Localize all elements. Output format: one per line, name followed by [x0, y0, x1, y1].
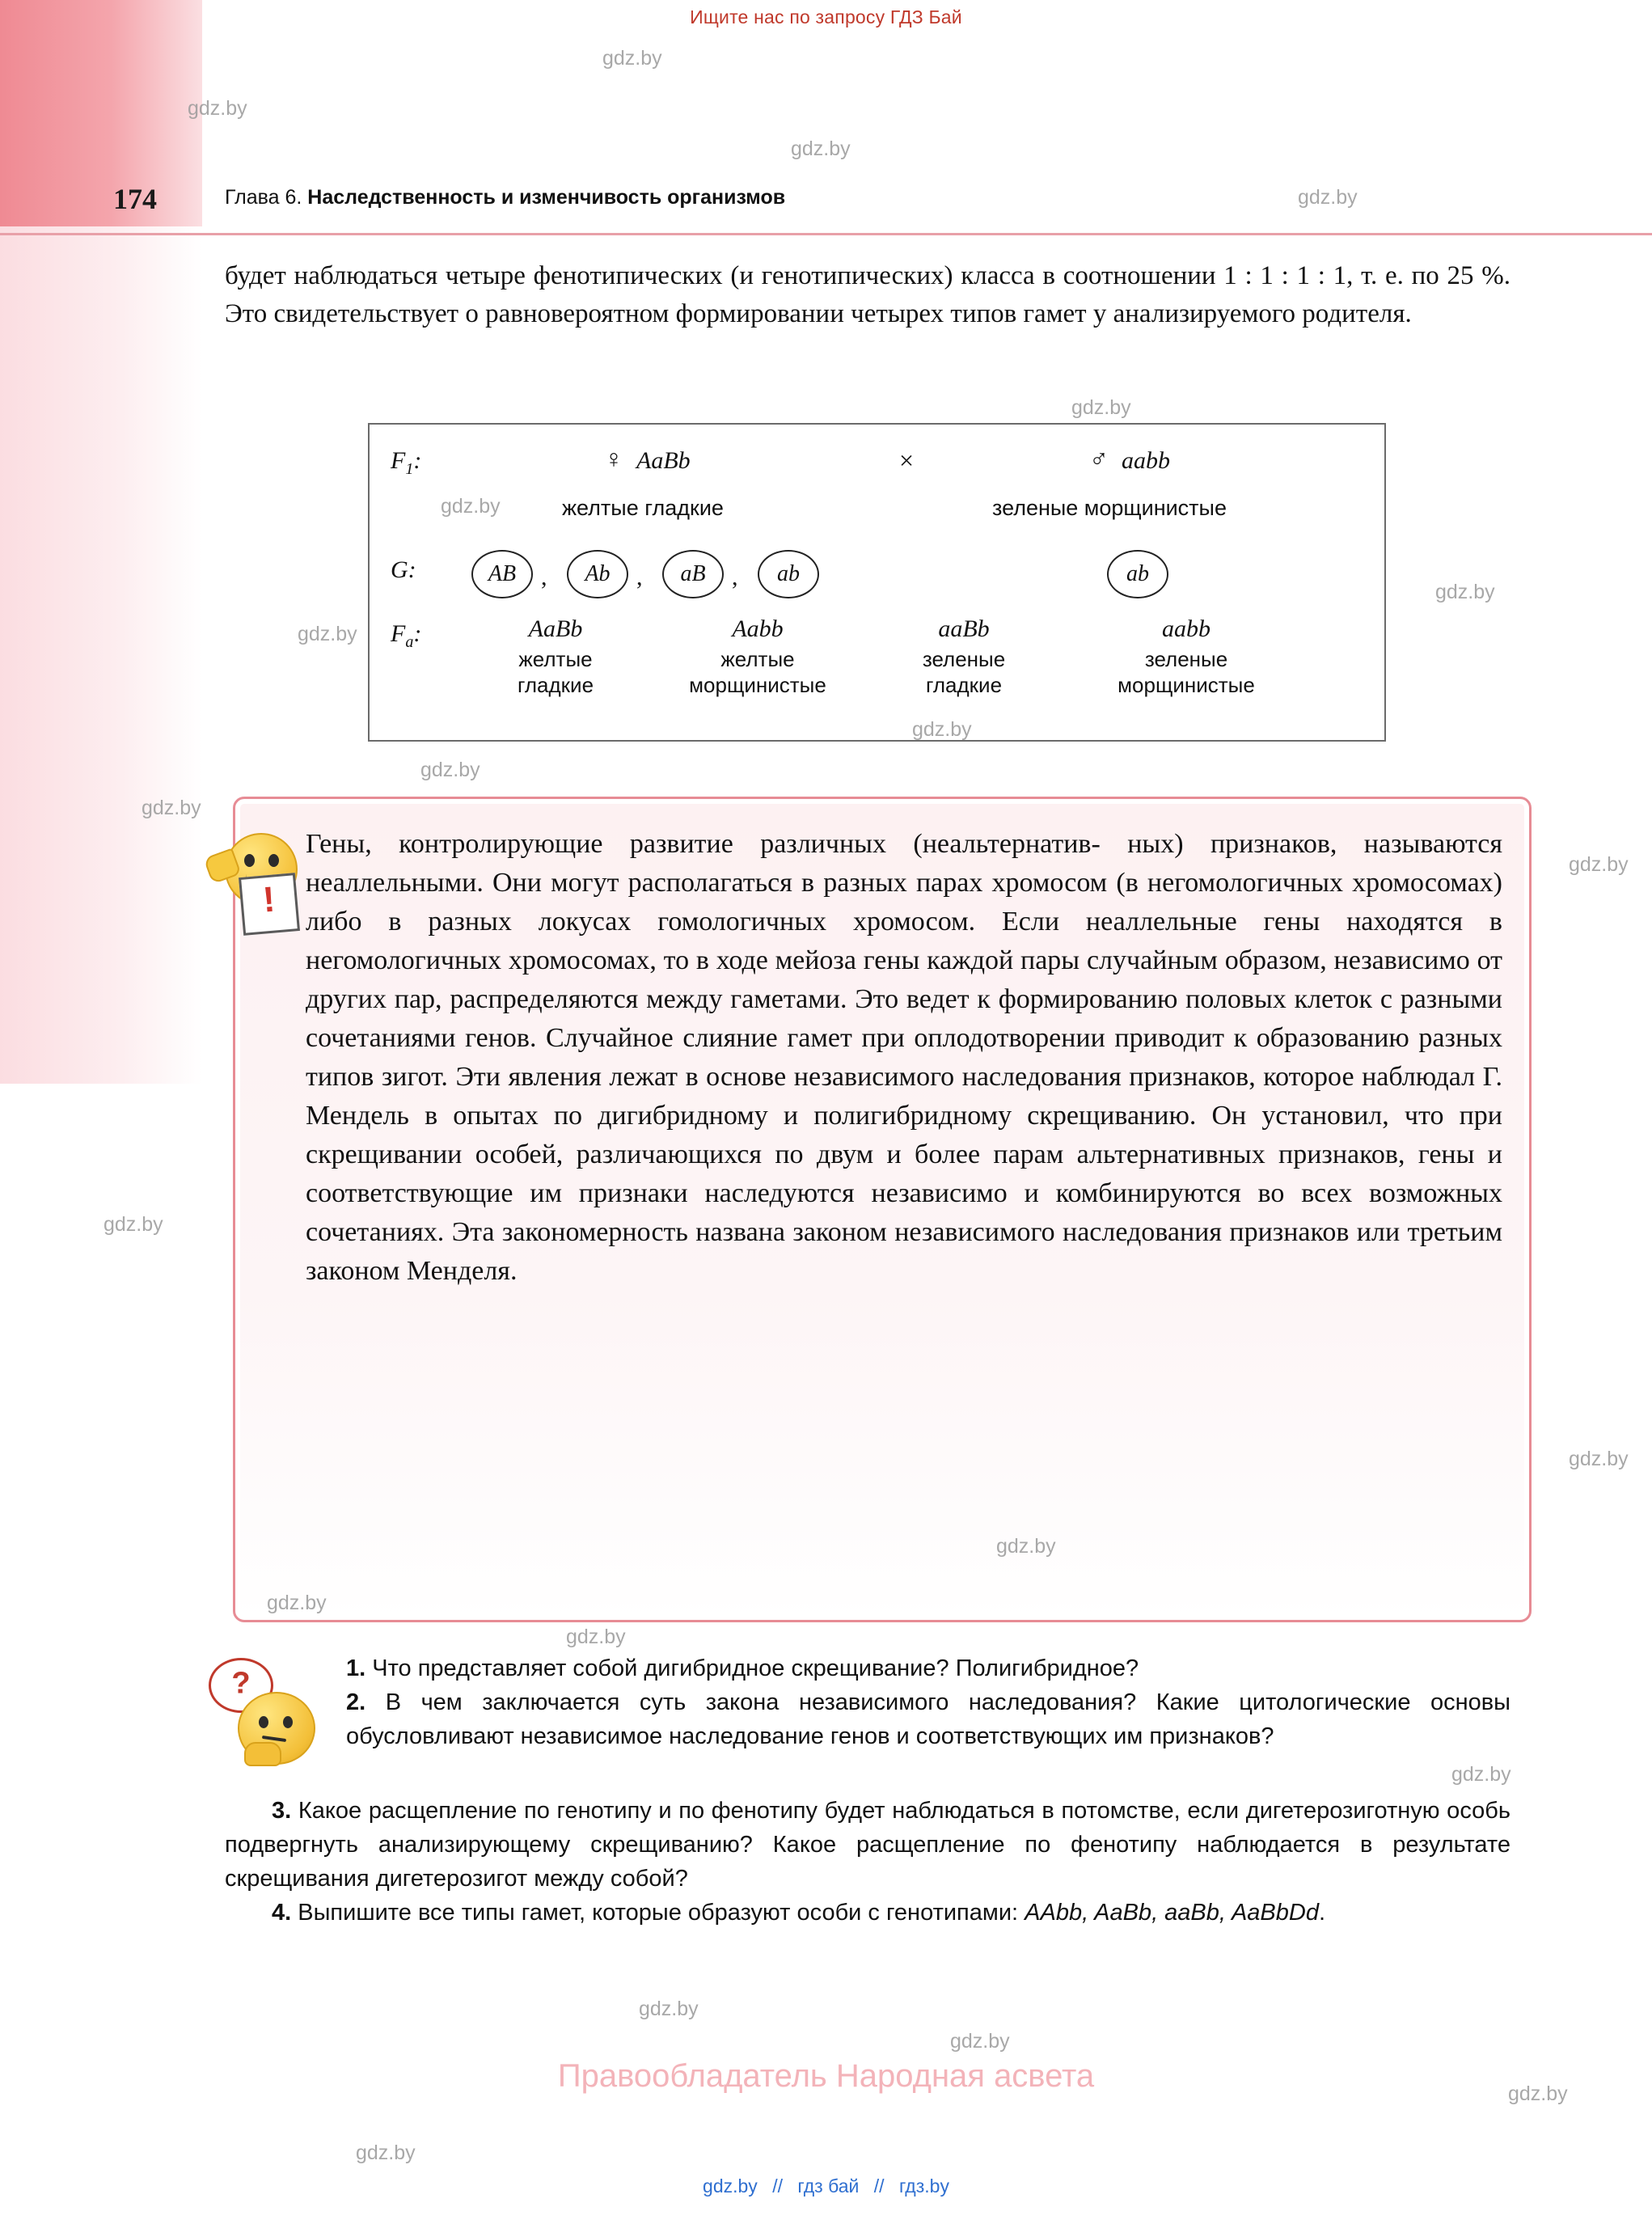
watermark-15: gdz.by [267, 1592, 327, 1614]
watermark-7: gdz.by [298, 623, 357, 645]
watermark-5: gdz.by [441, 495, 501, 518]
gamete-comma-2: , [636, 564, 643, 590]
chapter-prefix: Глава 6. [225, 186, 302, 209]
offspring-column-4 [1089, 615, 1283, 698]
question-4 [225, 1896, 1510, 1930]
thinking-face-question-icon: ? [209, 1658, 338, 1763]
male-genotype: aabb [1122, 447, 1170, 474]
female-phenotype: желтые гладкие [562, 496, 724, 520]
watermark-17: gdz.by [1451, 1763, 1511, 1786]
offspring-phenotype: зеленые гладкие [922, 647, 1006, 697]
question-3-text: Какое расщепление по генотипу и по фенотипу будет наблюдаться в потомстве, если дигетерозиготную особь подвергнуть анализирующему скрещиванию? Какое расщепление по фенотипу наблюдается в результате скрещивания дигетерозигот между собой? [225, 1798, 1510, 1892]
offspring-column-2 [661, 615, 855, 698]
footer-sep-1: // [772, 2175, 783, 2197]
question-4-text: Выпишите все типы гамет, которые образуют особи с генотипами: [291, 1900, 1025, 1926]
site-banner: Ищите нас по запросу ГДЗ Бай [690, 6, 962, 27]
footer-link-3[interactable]: гдз.by [898, 2175, 949, 2197]
female-symbol-icon: ♀ [604, 444, 623, 473]
watermark-1: gdz.by [188, 97, 247, 120]
genetic-cross-scheme [368, 423, 1386, 742]
watermark-10: gdz.by [142, 797, 201, 819]
watermark-2: gdz.by [791, 137, 851, 160]
question-4-number: 4. [272, 1900, 292, 1926]
watermark-21: gdz.by [356, 2142, 416, 2164]
gamete-female-2: Ab [567, 550, 628, 598]
questions-list-bottom [225, 1794, 1510, 1930]
question-4-genotypes: AAbb, AaBb, aaBb, AaBbDd [1025, 1900, 1319, 1926]
footer-link-1[interactable]: gdz.by [703, 2175, 758, 2197]
fa-label: $F_a$: [391, 620, 422, 651]
watermark-9: gdz.by [420, 759, 480, 781]
male-phenotype: зеленые морщинистые [992, 496, 1227, 520]
offspring-phenotype: зеленые морщинистые [1118, 647, 1255, 697]
watermark-12: gdz.by [104, 1213, 163, 1236]
question-1-text: Что представляет собой дигибридное скрещивание? Полигибридное? [365, 1655, 1139, 1681]
watermark-13: gdz.by [1569, 1448, 1629, 1470]
male-symbol-icon: ♂ [1089, 444, 1109, 473]
offspring-phenotype: желтые морщинистые [689, 647, 826, 697]
definition-text [306, 825, 1502, 1291]
question-3-number: 3. [272, 1798, 292, 1824]
gamete-comma-1: , [541, 564, 547, 590]
question-2-text: В чем заключается суть закона независимого наследования? Какие цитологические основы обусловливают независимое наследование генов и соответствующих им признаков? [346, 1689, 1510, 1749]
offspring-genotype: AaBb [528, 615, 583, 642]
offspring-genotype: aaBb [938, 615, 990, 642]
gamete-male-1: ab [1107, 550, 1168, 598]
offspring-genotype: Aabb [732, 615, 784, 642]
header-rule [0, 233, 1652, 235]
question-2-number: 2. [346, 1689, 366, 1715]
offspring-column-1 [458, 615, 653, 698]
definition-first-line: Гены, контролирующие развитие различных (неальтернатив- [306, 829, 1101, 859]
watermark-4: gdz.by [1071, 396, 1131, 419]
footer-links[interactable] [0, 2175, 1652, 2197]
gamete-comma-3: , [732, 564, 738, 590]
g-label: G: [391, 556, 416, 583]
watermark-19: gdz.by [950, 2030, 1010, 2053]
watermark-8: gdz.by [912, 718, 972, 741]
watermark-3: gdz.by [1298, 186, 1358, 209]
question-4-end: . [1318, 1900, 1326, 1926]
watermark-14: gdz.by [996, 1535, 1056, 1558]
watermark-0: gdz.by [602, 47, 662, 70]
decorative-left-band-lower [0, 226, 202, 1084]
footer-link-2[interactable]: гдз бай [797, 2175, 860, 2197]
intro-paragraph: будет наблюдаться четыре фенотипических (и генотипических) класса в соотношении 1 : 1 : 1 : 1, т. е. по 25 %. Это свидетельствует о равновероятном формировании четырех типов гамет у анализируемого родителя. [225, 261, 1510, 328]
chapter-title: Наследственность и изменчивость организмов [307, 186, 786, 209]
question-1-number: 1. [346, 1655, 366, 1681]
watermark-18: gdz.by [639, 1998, 699, 2020]
chapter-heading [225, 186, 785, 209]
offspring-column-3 [867, 615, 1061, 698]
f1-label: $F_1$: [391, 447, 422, 478]
question-3 [225, 1794, 1510, 1896]
decorative-left-band [0, 0, 202, 226]
gamete-female-4: ab [758, 550, 819, 598]
watermark-20: gdz.by [1508, 2082, 1568, 2105]
watermark-16: gdz.by [566, 1626, 626, 1648]
footer-sep-2: // [873, 2175, 885, 2197]
offspring-phenotype: желтые гладкие [517, 647, 594, 697]
copyright-notice: Правообладатель Народная асвета [557, 2058, 1095, 2094]
gamete-female-3: aB [662, 550, 724, 598]
smiley-notepad-icon: ! [202, 825, 315, 930]
watermark-6: gdz.by [1435, 581, 1495, 603]
cross-symbol-icon: × [899, 446, 915, 475]
questions-list-top [346, 1651, 1510, 1753]
page-number: 174 [113, 183, 157, 215]
offspring-genotype: aabb [1162, 615, 1210, 642]
watermark-11: gdz.by [1569, 853, 1629, 876]
definition-rest: ных) признаков, называются неаллельными. Они могут располагаться в разных парах хромосом (в негомологичных хромосомах) либо в разных локусах гомологичных хромосом. Если неаллельные гены находятся в негомологичных хромосомах, то в ходе мейоза гены каждой пары случайным образом, независимо от других пар, распределяются между гаметами. Это ведет к формированию половых клеток с разными сочетаниями генов. Случайное слияние гамет при оплодотворении приводит к образованию разных типов зигот. Эти явления лежат в основе независимого наследования признаков, которое наблюдал Г. Мендель в опытах по дигибридному и полигибридному скрещиванию. Он установил, что при скрещивании особей, различающихся по двум и более парам альтернативных признаков, гены и соответствующие им признаки наследуются независимо и комбинируются во всех возможных сочетаниях. Эта закономерность названа законом независимого наследования признаков или третьим законом Менделя. [306, 829, 1503, 1286]
female-genotype: AaBb [636, 447, 691, 474]
gamete-female-1: AB [471, 550, 533, 598]
